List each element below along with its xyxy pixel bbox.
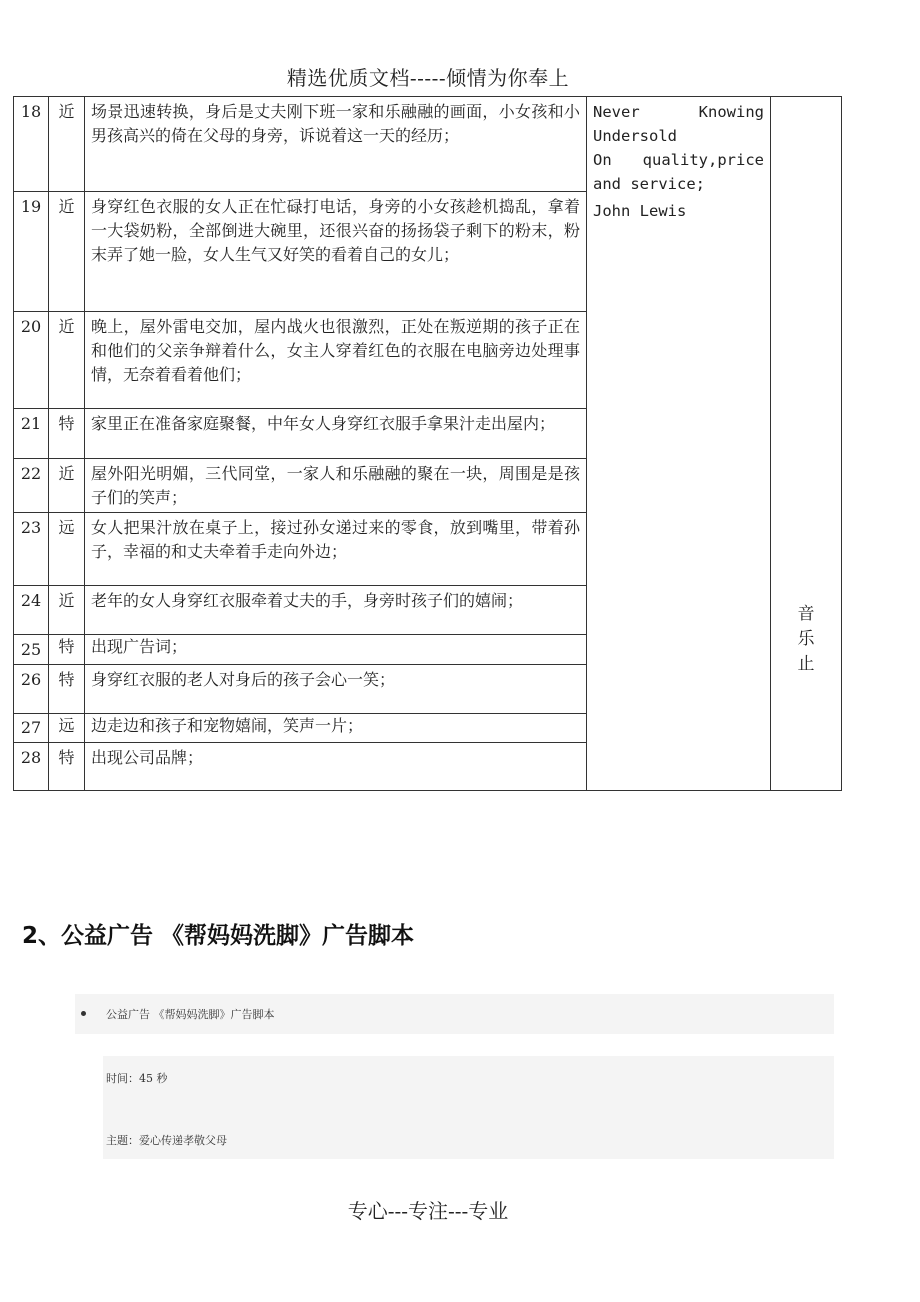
page-footer: 专心---专注---专业 [347,1199,509,1223]
shot-description: 屋外阳光明媚，三代同堂，一家人和乐融融的聚在一块，周围是是孩子们的笑声； [85,459,587,513]
script-table [13,96,842,791]
section-title: 2、公益广告 《帮妈妈洗脚》广告脚本 [22,923,415,949]
shot-type: 近 [49,192,85,312]
shot-type: 远 [49,714,85,743]
shot-number: 23 [14,513,49,586]
shot-description: 边走边和孩子和宠物嬉闹，笑声一片； [85,714,587,743]
bullet-icon [81,1011,86,1016]
slogan-cell [587,97,771,791]
shot-description: 场景迅速转换，身后是丈夫刚下班一家和乐融融的画面，小女孩和小男孩高兴的倚在父母的身旁，诉说着这一天的经历； [85,97,587,192]
shot-number: 18 [14,97,49,192]
shot-number: 20 [14,312,49,409]
slogan-line: Never Knowing [593,103,764,121]
shot-type: 特 [49,743,85,791]
shot-number: 27 [14,714,49,743]
shot-description: 出现广告词； [85,635,587,665]
slogan-line: and service; [593,175,705,193]
shot-type: 近 [49,586,85,635]
shot-description: 出现公司品牌； [85,743,587,791]
shot-description: 老年的女人身穿红衣服牵着丈夫的手，身旁时孩子们的嬉闹； [85,586,587,635]
info-box [103,1056,834,1159]
bullet-box [75,994,834,1034]
time-text: 时间：45 秒 [106,1072,168,1085]
shot-number: 19 [14,192,49,312]
shot-type: 近 [49,97,85,192]
shot-type: 近 [49,312,85,409]
shot-number: 22 [14,459,49,513]
table-row [14,97,842,192]
shot-type: 特 [49,409,85,459]
shot-description: 晚上，屋外雷电交加，屋内战火也很激烈，正处在叛逆期的孩子正在和他们的父亲争辩着什么，女主人穿着红色的衣服在电脑旁边处理事情，无奈着看着他们； [85,312,587,409]
slogan-line: On quality,price [593,151,764,169]
shot-type: 远 [49,513,85,586]
shot-type: 特 [49,635,85,665]
slogan-line: Undersold [593,127,677,145]
shot-type: 近 [49,459,85,513]
shot-description: 身穿红色衣服的女人正在忙碌打电话，身旁的小女孩趁机捣乱，拿着一大袋奶粉，全部倒进大碗里，还很兴奋的扬扬袋子剩下的粉末，粉末弄了她一脸，女人生气又好笑的看着自己的女儿； [85,192,587,312]
shot-description: 身穿红衣服的老人对身后的孩子会心一笑； [85,665,587,714]
shot-number: 24 [14,586,49,635]
music-stop-text: 音 乐 止 [797,604,815,674]
shot-number: 25 [14,635,49,665]
shot-description: 家里正在准备家庭聚餐，中年女人身穿红衣服手拿果汁走出屋内； [85,409,587,459]
slogan-brand: John Lewis [593,202,687,220]
shot-description: 女人把果汁放在桌子上，接过孙女递过来的零食，放到嘴里，带着孙子，幸福的和丈夫牵着手走向外边； [85,513,587,586]
shot-number: 26 [14,665,49,714]
shot-number: 28 [14,743,49,791]
shot-type: 特 [49,665,85,714]
music-cell [771,97,842,791]
shot-number: 21 [14,409,49,459]
page-header: 精选优质文档-----倾情为你奉上 [286,66,570,90]
bullet-text: 公益广告 《帮妈妈洗脚》广告脚本 [106,1008,275,1021]
theme-text: 主题：爱心传递孝敬父母 [106,1134,227,1147]
